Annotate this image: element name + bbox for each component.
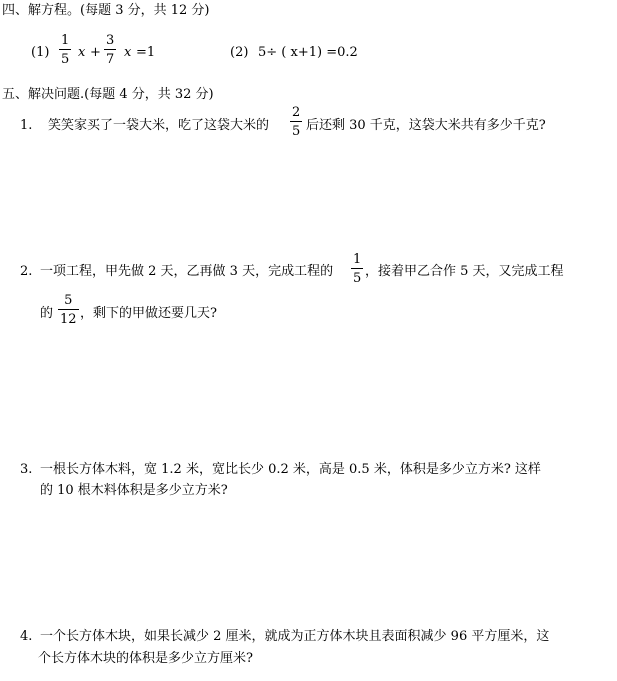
question-3-line1: 一根长方体木料，宽 1.2 米，宽比长少 0.2 米，高是 0.5 米，体积是多少立方米? 这样 bbox=[40, 462, 541, 477]
fraction-numerator: 3 bbox=[106, 33, 115, 48]
question-2-fraction-1 bbox=[351, 253, 363, 285]
question-1-text-before: 笑笑家买了一袋大米，吃了这袋大米的 bbox=[48, 118, 270, 133]
question-2-line1-after: ，接着甲乙合作 5 天，又完成工程 bbox=[365, 264, 564, 279]
question-4-line2: 个长方体木块的体积是多少立方厘米? bbox=[38, 651, 253, 666]
fraction-numerator: 1 bbox=[353, 252, 362, 267]
equation-1-variable-2: x bbox=[124, 45, 132, 60]
equation-1-label: (1) bbox=[31, 45, 50, 60]
equation-1-fraction-1 bbox=[59, 34, 71, 66]
fraction-denominator: 7 bbox=[106, 52, 115, 67]
question-2-fraction-2 bbox=[58, 294, 79, 326]
equation-1-fraction-2 bbox=[104, 34, 116, 66]
equation-1-variable: x bbox=[78, 45, 86, 60]
equation-2-label: (2) bbox=[230, 45, 249, 60]
question-2-line2-after: ，剩下的甲做还要几天? bbox=[80, 306, 217, 321]
question-4-number: 4. bbox=[20, 629, 33, 644]
question-2-line1-before: 一项工程，甲先做 2 天，乙再做 3 天，完成工程的 bbox=[40, 264, 334, 279]
question-1-fraction bbox=[290, 106, 302, 138]
fraction-denominator: 5 bbox=[353, 271, 362, 286]
question-1-number: 1. bbox=[20, 118, 33, 133]
question-2-line2-before: 的 bbox=[40, 306, 54, 321]
fraction-denominator: 5 bbox=[61, 52, 70, 67]
fraction-numerator: 2 bbox=[292, 105, 301, 120]
fraction-numerator: 5 bbox=[64, 293, 73, 308]
section5-title: 五、解决问题.(每题 4 分，共 32 分) bbox=[2, 87, 214, 102]
question-2-number: 2. bbox=[20, 264, 33, 279]
question-3-line2: 的 10 根木料体积是多少立方米? bbox=[40, 483, 228, 498]
fraction-numerator: 1 bbox=[61, 33, 70, 48]
fraction-denominator: 5 bbox=[292, 124, 301, 139]
fraction-denominator: 12 bbox=[60, 312, 77, 327]
equation-1-rhs: =1 bbox=[136, 45, 156, 60]
section4-title: 四、解方程。(每题 3 分，共 12 分) bbox=[2, 3, 210, 18]
question-1-text-after: 后还剩 30 千克，这袋大米共有多少千克? bbox=[306, 118, 546, 133]
equation-1-plus: + bbox=[90, 45, 101, 60]
question-4-line1: 一个长方体木块，如果长减少 2 厘米，就成为正方体木块且表面积减少 96 平方厘米，这 bbox=[40, 629, 550, 644]
question-3-number: 3. bbox=[20, 462, 33, 477]
equation-2-text: 5÷ ( x+1) =0.2 bbox=[258, 45, 358, 60]
